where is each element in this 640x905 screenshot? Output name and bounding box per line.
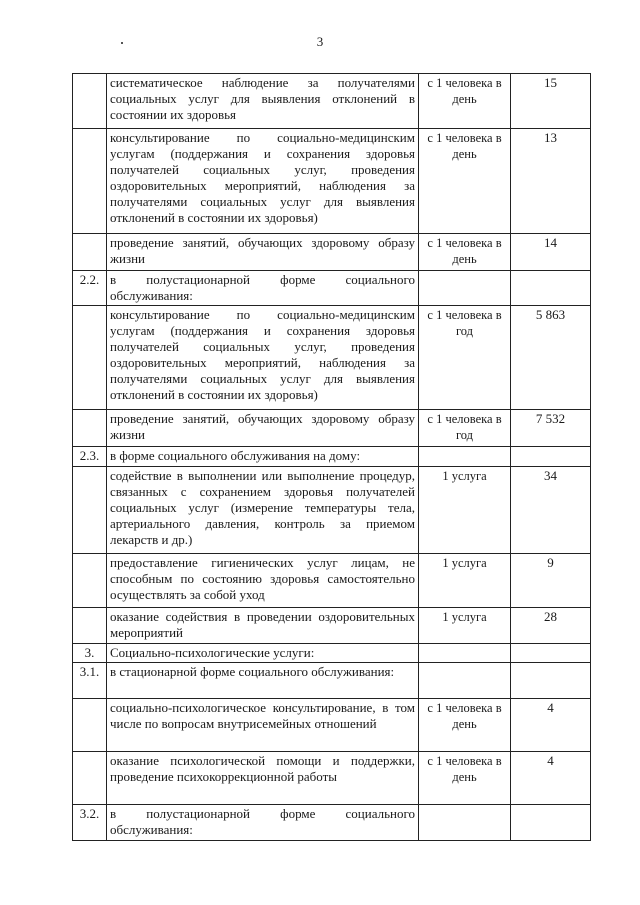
norm-value: 7 532 <box>511 410 591 447</box>
unit-of-measure <box>419 271 511 306</box>
row-number <box>73 129 107 234</box>
row-number: 3.1. <box>73 663 107 699</box>
norm-value: 5 863 <box>511 306 591 410</box>
service-description: консультирование по социально-медицинским услугам (поддержания и сохранения здоровья получателей социальных услуг, проведения оздоровительных мероприятий, наблюдения за получателями социальных услуг для выявления отклонений в состоянии их здоровья) <box>107 129 419 234</box>
service-description: систематическое наблюдение за получателями социальных услуг для выявления отклонений в состоянии их здоровья <box>107 74 419 129</box>
row-number: 2.3. <box>73 447 107 467</box>
service-description: проведение занятий, обучающих здоровому образу жизни <box>107 410 419 447</box>
service-description: предоставление гигиенических услуг лицам, не способным по состоянию здоровья самостоятельно осуществлять за собой уход <box>107 554 419 608</box>
norm-value <box>511 447 591 467</box>
norm-value: 13 <box>511 129 591 234</box>
norm-value <box>511 805 591 841</box>
norm-value <box>511 271 591 306</box>
service-description: проведение занятий, обучающих здоровому образу жизни <box>107 234 419 271</box>
table-row <box>73 805 591 841</box>
row-number <box>73 699 107 752</box>
section-heading: в полустационарной форме социального обслуживания: <box>107 271 419 306</box>
unit-of-measure: с 1 человека в год <box>419 306 511 410</box>
row-number: 2.2. <box>73 271 107 306</box>
table-row <box>73 608 591 644</box>
page-number: 3 <box>316 34 324 49</box>
unit-of-measure: 1 услуга <box>419 554 511 608</box>
table-row <box>73 74 591 129</box>
row-number <box>73 306 107 410</box>
unit-of-measure: с 1 человека в день <box>419 699 511 752</box>
service-description: оказание психологической помощи и поддержки, проведение психокоррекционной работы <box>107 752 419 805</box>
section-heading: в стационарной форме социального обслуживания: <box>107 663 419 699</box>
table-row <box>73 554 591 608</box>
row-number <box>73 410 107 447</box>
table-row <box>73 699 591 752</box>
service-description: оказание содействия в проведении оздоровительных мероприятий <box>107 608 419 644</box>
table-row <box>73 410 591 447</box>
norm-value: 34 <box>511 467 591 554</box>
unit-of-measure: с 1 человека в день <box>419 74 511 129</box>
norm-value: 14 <box>511 234 591 271</box>
unit-of-measure <box>419 805 511 841</box>
norm-value <box>511 663 591 699</box>
norm-value: 28 <box>511 608 591 644</box>
services-table <box>72 73 591 841</box>
unit-of-measure: с 1 человека в день <box>419 234 511 271</box>
section-heading: в форме социального обслуживания на дому: <box>107 447 419 467</box>
table-row <box>73 234 591 271</box>
scan-speck <box>121 42 123 44</box>
unit-of-measure <box>419 663 511 699</box>
table-row <box>73 271 591 306</box>
section-heading: в полустационарной форме социального обслуживания: <box>107 805 419 841</box>
row-number <box>73 554 107 608</box>
norm-value: 4 <box>511 752 591 805</box>
norm-value: 4 <box>511 699 591 752</box>
row-number: 3.2. <box>73 805 107 841</box>
unit-of-measure <box>419 644 511 663</box>
table-row <box>73 306 591 410</box>
row-number: 3. <box>73 644 107 663</box>
row-number <box>73 467 107 554</box>
unit-of-measure: с 1 человека в год <box>419 410 511 447</box>
table-row <box>73 447 591 467</box>
unit-of-measure <box>419 447 511 467</box>
norm-value: 9 <box>511 554 591 608</box>
service-description: содействие в выполнении или выполнение процедур, связанных с сохранением здоровья получателей социальных услуг (измерение температуры тела, артериального давления, контроль за приемом лекарств и др.) <box>107 467 419 554</box>
unit-of-measure: с 1 человека в день <box>419 129 511 234</box>
table-row <box>73 663 591 699</box>
unit-of-measure: 1 услуга <box>419 608 511 644</box>
table-row <box>73 129 591 234</box>
section-heading: Социально-психологические услуги: <box>107 644 419 663</box>
norm-value <box>511 644 591 663</box>
unit-of-measure: 1 услуга <box>419 467 511 554</box>
row-number <box>73 234 107 271</box>
table-row <box>73 644 591 663</box>
table-row <box>73 752 591 805</box>
row-number <box>73 74 107 129</box>
table-row <box>73 467 591 554</box>
service-description: социально-психологическое консультирование, в том числе по вопросам внутрисемейных отношений <box>107 699 419 752</box>
unit-of-measure: с 1 человека в день <box>419 752 511 805</box>
norm-value: 15 <box>511 74 591 129</box>
service-description: консультирование по социально-медицинским услугам (поддержания и сохранения здоровья получателей социальных услуг, проведения оздоровительных мероприятий, наблюдения за получателями социальных услуг для выявления отклонений в состоянии их здоровья) <box>107 306 419 410</box>
row-number <box>73 752 107 805</box>
row-number <box>73 608 107 644</box>
